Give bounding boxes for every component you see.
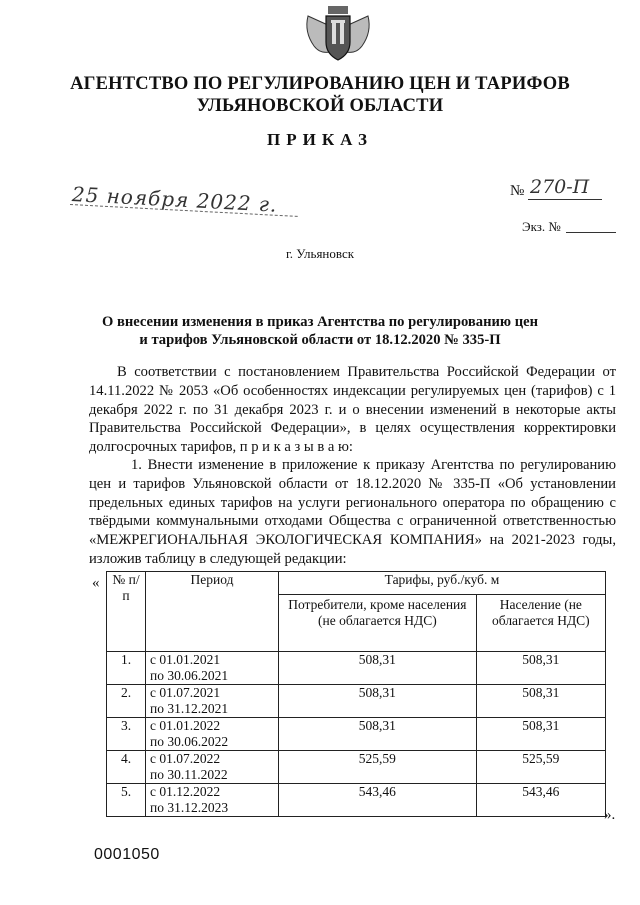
row-number: 2. [107,685,146,718]
period-from: с 01.07.2021 [150,685,221,700]
header-cell-number: № п/п [107,572,146,652]
row-number: 1. [107,652,146,685]
row-population-value: 508,31 [476,685,605,718]
period-to: по 31.12.2023 [150,800,229,815]
row-consumers-value: 508,31 [279,652,477,685]
handwritten-order-number: 270-П [530,176,590,198]
row-period [146,718,279,751]
row-population-value: 525,59 [476,751,605,784]
document-type-title: ПРИКАЗ [267,130,373,149]
registration-number: 0001050 [94,846,160,863]
row-number: 5. [107,784,146,817]
table-header-row [107,572,606,595]
copy-number-label: Экз. № [522,219,561,234]
table-row [107,652,606,685]
city: г. Ульяновск [285,246,355,261]
row-period [146,685,279,718]
header-cell-population: Население (не облагается НДС) [476,595,605,652]
period-from: с 01.12.2022 [150,784,221,799]
number-underline [528,199,602,200]
header-cell-tariffs: Тарифы, руб./куб. м [279,572,606,595]
body-paragraph-1: В соответствии с постановлением Правительства Российской Федерации от 14.11.2022 № 2053 «Об особенностях индексации регулируемых цен (тарифов) с 1 декабря 2022 г. по 31 декабря 2023 г. и о внесении изменений в некоторые акты Правительства Российской Федерации», в целях осуществления корректировки долгосрочных тарифов, п р и к а з ы в а ю: [89,364,616,456]
opening-quote: « [92,575,100,591]
period-from: с 01.07.2022 [150,751,221,766]
subject-line-2: и тарифов Ульяновской области от 18.12.2020 № 335-П [139,332,501,348]
row-period [146,784,279,817]
number-label: № [510,183,525,199]
table-row [107,751,606,784]
copy-number-blank-line [566,232,616,233]
period-to: по 30.06.2021 [150,668,229,683]
row-number: 3. [107,718,146,751]
row-consumers-value: 508,31 [279,685,477,718]
row-period [146,751,279,784]
row-number: 4. [107,751,146,784]
row-consumers-value: 525,59 [279,751,477,784]
period-to: по 31.12.2021 [150,701,229,716]
period-from: с 01.01.2022 [150,718,221,733]
row-population-value: 543,46 [476,784,605,817]
tariff-table [106,571,606,817]
period-to: по 30.06.2022 [150,734,229,749]
subject-line-1: О внесении изменения в приказ Агентства по регулированию цен [101,314,539,330]
period-to: по 30.11.2022 [150,767,228,782]
body-paragraph-2: 1. Внести изменение в приложение к приказу Агентства по регулированию цен и тарифов Ульяновской области от 18.12.2020 № 335-П «Об установлении предельных единых тарифов на услуги регионального оператора по обращению с твёрдыми коммунальными отходами Общества с ограниченной ответственностью «МЕЖРЕГИОНАЛЬНАЯ ЭКОЛОГИЧЕСКАЯ КОМПАНИЯ» на 2021-2023 годы, изложив таблицу в следующей редакции: [89,457,616,567]
closing-quote: ». [604,807,616,823]
row-population-value: 508,31 [476,718,605,751]
row-consumers-value: 508,31 [279,718,477,751]
table-row [107,718,606,751]
period-from: с 01.01.2021 [150,652,221,667]
header-cell-period: Период [146,572,279,652]
table-row [107,784,606,817]
row-period [146,652,279,685]
header-cell-consumers: Потребители, кроме населения (не облагается НДС) [279,595,477,652]
row-consumers-value: 543,46 [279,784,477,817]
coat-of-arms-emblem [300,2,376,64]
table-row [107,685,606,718]
agency-name-line-2: УЛЬЯНОВСКОЙ ОБЛАСТИ [196,96,444,116]
row-population-value: 508,31 [476,652,605,685]
agency-name-line-1: АГЕНТСТВО ПО РЕГУЛИРОВАНИЮ ЦЕН И ТАРИФОВ [70,74,570,94]
handwritten-date: 25 ноября 2022 г. [71,182,278,217]
